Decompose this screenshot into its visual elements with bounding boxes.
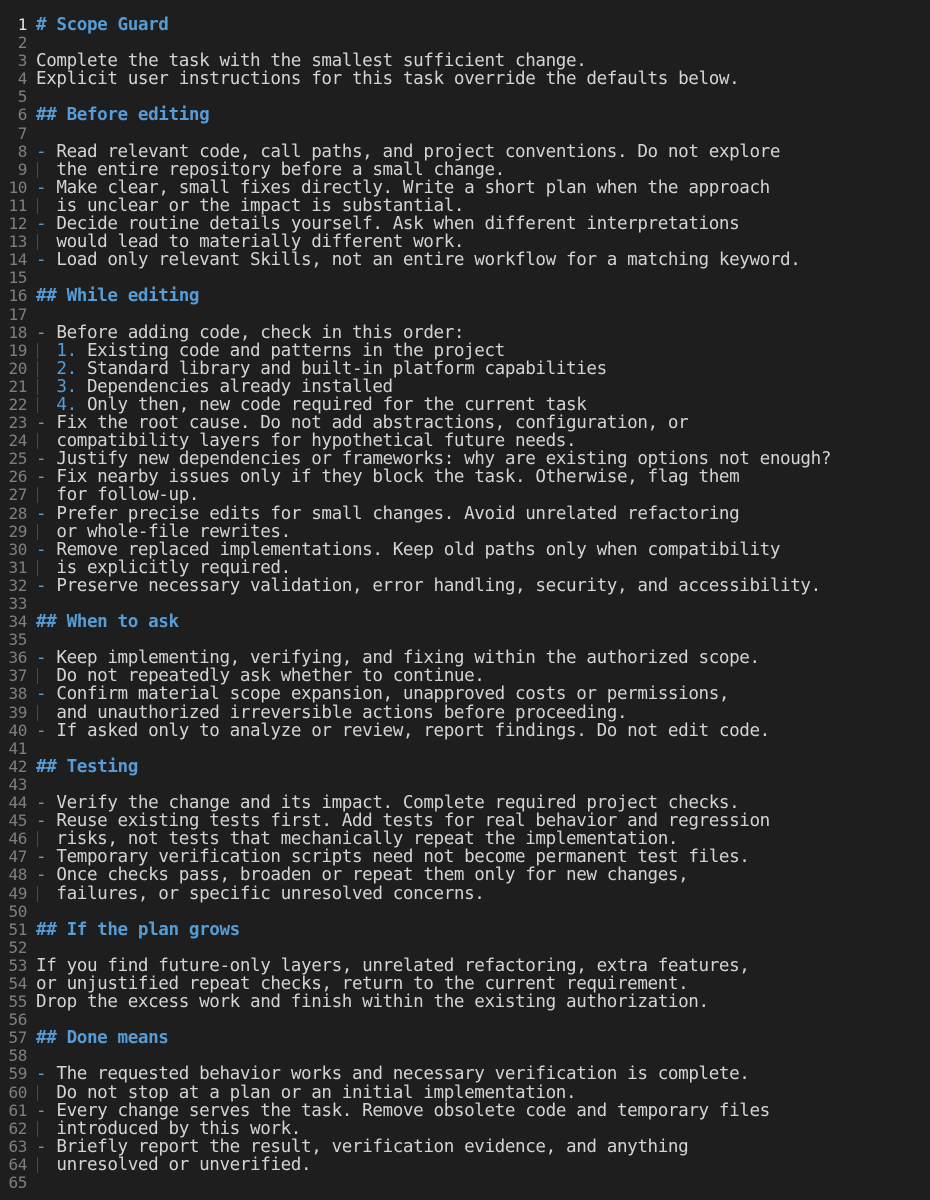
text-run: Every change serves the task. Remove obsolete code and temporary files — [56, 1100, 770, 1121]
editor-line[interactable] — [0, 233, 930, 251]
editor-line[interactable] — [0, 161, 930, 179]
text-run: Verify the change and its impact. Complete required project checks. — [56, 793, 740, 814]
editor-line[interactable] — [0, 848, 930, 866]
editor-line[interactable] — [0, 468, 930, 486]
text-run: Preserve necessary validation, error handling, security, and accessibility. — [56, 575, 821, 596]
line-number: 34 — [8, 612, 27, 632]
list-bullet: - — [36, 865, 57, 886]
line-number: 40 — [8, 720, 27, 740]
line-number: 5 — [17, 87, 27, 107]
editor-line[interactable] — [0, 595, 930, 613]
text-run: Temporary verification scripts need not become permanent test files. — [56, 847, 750, 868]
text-run: compatibility layers for hypothetical future needs. — [36, 431, 577, 452]
text-run: Keep implementing, verifying, and fixing within the authorized scope. — [56, 648, 760, 669]
text-run: The requested behavior works and necessary verification is complete. — [56, 1064, 750, 1085]
editor-line[interactable] — [0, 866, 930, 884]
editor-line[interactable] — [0, 794, 930, 812]
line-content — [36, 52, 586, 70]
text-run: Existing code and patterns in the project — [76, 340, 505, 361]
line-content — [36, 106, 209, 124]
line-content — [36, 812, 770, 830]
editor-line[interactable] — [0, 776, 930, 794]
list-bullet: - — [36, 575, 57, 596]
line-number: 51 — [8, 919, 27, 939]
text-run: Decide routine details yourself. Ask when different interpretations — [56, 214, 740, 235]
text-run — [36, 377, 56, 397]
line-number: 33 — [8, 594, 27, 613]
editor-line[interactable] — [0, 1047, 930, 1065]
editor-line[interactable] — [0, 722, 930, 740]
line-content — [36, 523, 291, 541]
editor-line[interactable] — [0, 1174, 930, 1192]
line-content — [36, 1156, 311, 1174]
editor-line[interactable] — [0, 903, 930, 921]
line-number: 31 — [8, 557, 27, 577]
text-run: Prefer precise edits for small changes. Avoid unrelated refactoring — [56, 503, 740, 524]
line-number: 10 — [8, 177, 27, 197]
text-run: Do not stop at a plan or an initial implementation. — [36, 1082, 577, 1103]
line-content — [36, 685, 729, 703]
editor-line[interactable] — [0, 1084, 930, 1102]
line-number: 3 — [17, 51, 27, 71]
line-content — [36, 957, 749, 975]
list-bullet: - — [36, 1136, 57, 1157]
list-bullet: - — [36, 539, 57, 560]
editor-line[interactable] — [0, 70, 930, 88]
line-number: 8 — [17, 141, 27, 161]
list-bullet: - — [36, 720, 57, 741]
line-number: 18 — [8, 322, 27, 342]
line-content — [36, 16, 169, 34]
line-number: 45 — [8, 811, 27, 831]
line-number: 52 — [8, 937, 27, 957]
text-run: Make clear, small fixes directly. Write a short plan when the approach — [56, 177, 770, 198]
line-number: 20 — [8, 358, 27, 378]
text-run: would lead to materially different work. — [36, 232, 465, 253]
line-number: 19 — [8, 340, 27, 360]
line-content — [36, 1065, 749, 1083]
editor-line[interactable] — [0, 685, 930, 703]
line-content — [36, 360, 607, 378]
list-number: 1. — [56, 340, 77, 361]
line-number: 44 — [8, 793, 27, 813]
editor-line[interactable] — [0, 975, 930, 993]
line-number: 28 — [8, 503, 27, 523]
text-run: Once checks pass, broaden or repeat them only for new changes, — [56, 865, 689, 886]
editor-line[interactable] — [0, 414, 930, 432]
editor-line[interactable] — [0, 125, 930, 143]
editor-line[interactable] — [0, 432, 930, 450]
line-content — [36, 1084, 576, 1102]
line-number: 49 — [8, 883, 27, 903]
list-bullet: - — [36, 811, 57, 832]
line-number: 16 — [8, 286, 27, 306]
line-number: 54 — [8, 973, 27, 993]
text-run: introduced by this work. — [36, 1118, 302, 1139]
list-number: 2. — [56, 358, 77, 379]
line-content — [36, 179, 770, 197]
text-run: failures, or specific unresolved concerns. — [36, 883, 485, 904]
editor-line[interactable] — [0, 197, 930, 215]
line-number: 38 — [8, 684, 27, 704]
text-run: or whole-file rewrites. — [36, 521, 291, 542]
text-run: for follow-up. — [36, 485, 200, 506]
list-bullet: - — [36, 250, 57, 271]
editor-line[interactable] — [0, 1120, 930, 1138]
list-bullet: - — [36, 793, 57, 814]
line-content — [36, 848, 749, 866]
line-number: 53 — [8, 955, 27, 975]
line-content — [36, 613, 179, 631]
list-bullet: - — [36, 684, 57, 705]
line-number: 63 — [8, 1136, 27, 1156]
editor-line[interactable] — [0, 830, 930, 848]
editor-line[interactable] — [0, 324, 930, 342]
editor-line[interactable] — [0, 486, 930, 504]
line-content — [36, 993, 709, 1011]
editor-line[interactable] — [0, 360, 930, 378]
line-number: 25 — [8, 449, 27, 469]
line-number: 62 — [8, 1118, 27, 1138]
line-number: 30 — [8, 539, 27, 559]
line-content — [36, 1029, 169, 1047]
line-content — [36, 143, 780, 161]
editor-line[interactable] — [0, 885, 930, 903]
text-run: Explicit user instructions for this task override the defaults below. — [36, 69, 740, 90]
text-run: Fix nearby issues only if they block the task. Otherwise, flag them — [56, 467, 740, 488]
line-content — [36, 486, 199, 504]
text-run: Confirm material scope expansion, unapproved costs or permissions, — [56, 684, 730, 705]
editor-line[interactable] — [0, 559, 930, 577]
line-number: 64 — [8, 1154, 27, 1174]
line-content — [36, 1138, 688, 1156]
editor-line[interactable] — [0, 631, 930, 649]
line-content — [36, 885, 484, 903]
text-run: If you find future-only layers, unrelated refactoring, extra features, — [36, 955, 750, 976]
line-number: 57 — [8, 1028, 27, 1048]
line-number: 65 — [8, 1173, 27, 1192]
line-number: 13 — [8, 232, 27, 252]
text-run: Before adding code, check in this order: — [56, 322, 465, 343]
line-number: 7 — [17, 123, 27, 143]
line-number: 26 — [8, 467, 27, 487]
text-run: Do not repeatedly ask whether to continue. — [36, 666, 485, 687]
line-number: 29 — [8, 521, 27, 541]
line-content — [36, 378, 393, 396]
editor-line[interactable] — [0, 34, 930, 52]
line-content — [36, 215, 739, 233]
editor-line[interactable] — [0, 1138, 930, 1156]
editor-line[interactable] — [0, 993, 930, 1011]
list-bullet: - — [36, 141, 57, 162]
editor-line[interactable] — [0, 758, 930, 776]
line-content — [36, 251, 800, 269]
line-content — [36, 233, 464, 251]
line-number: 37 — [8, 666, 27, 686]
list-bullet: - — [36, 467, 57, 488]
line-content — [36, 975, 688, 993]
text-run: risks, not tests that mechanically repeat the implementation. — [36, 829, 679, 850]
line-content — [36, 197, 464, 215]
line-number: 9 — [17, 159, 27, 179]
line-number: 27 — [8, 485, 27, 505]
line-content — [36, 866, 688, 884]
text-run: Justify new dependencies or frameworks: why are existing options not enough? — [56, 449, 832, 470]
editor-line[interactable] — [0, 613, 930, 631]
editor-line[interactable] — [0, 1065, 930, 1083]
list-bullet: - — [36, 648, 57, 669]
text-run: Remove replaced implementations. Keep old paths only when compatibility — [56, 539, 781, 560]
line-number: 58 — [8, 1046, 27, 1066]
line-content — [36, 432, 576, 450]
line-content — [36, 649, 760, 667]
list-bullet: - — [36, 1100, 57, 1121]
text-run: Briefly report the result, verification evidence, and anything — [56, 1136, 689, 1157]
editor-line[interactable] — [0, 1011, 930, 1029]
editor-line[interactable] — [0, 396, 930, 414]
editor-line[interactable] — [0, 251, 930, 269]
markdown-heading: ## When to ask — [36, 612, 179, 633]
line-number: 32 — [8, 575, 27, 595]
text-run — [36, 359, 56, 379]
list-bullet: - — [36, 322, 57, 343]
editor-line[interactable] — [0, 1102, 930, 1120]
text-run: Complete the task with the smallest sufficient change. — [36, 51, 587, 72]
line-number: 47 — [8, 847, 27, 867]
line-number: 12 — [8, 214, 27, 234]
editor-line[interactable] — [0, 143, 930, 161]
line-number: 11 — [8, 195, 27, 215]
line-number: 61 — [8, 1100, 27, 1120]
text-run: Load only relevant Skills, not an entire workflow for a matching keyword. — [56, 250, 801, 271]
line-number: 60 — [8, 1082, 27, 1102]
editor-line[interactable] — [0, 287, 930, 305]
text-run: Drop the excess work and finish within the existing authorization. — [36, 992, 709, 1013]
editor-line[interactable] — [0, 269, 930, 287]
editor-line[interactable] — [0, 1029, 930, 1047]
editor-line[interactable] — [0, 577, 930, 595]
editor-line[interactable] — [0, 812, 930, 830]
markdown-heading: ## Before editing — [36, 105, 210, 126]
list-number: 3. — [56, 376, 77, 397]
editor-line[interactable] — [0, 52, 930, 70]
editor-line[interactable] — [0, 523, 930, 541]
editor-line[interactable] — [0, 88, 930, 106]
line-content — [36, 161, 505, 179]
editor-line[interactable] — [0, 505, 930, 523]
editor-line[interactable] — [0, 939, 930, 957]
list-bullet: - — [36, 1064, 57, 1085]
markdown-heading: ## Testing — [36, 756, 138, 777]
line-content — [36, 921, 240, 939]
line-content — [36, 1120, 301, 1138]
text-run: Reuse existing tests first. Add tests for real behavior and regression — [56, 811, 770, 832]
editor-line[interactable] — [0, 306, 930, 324]
editor-line[interactable] — [0, 957, 930, 975]
text-run — [36, 395, 56, 415]
text-run: If asked only to analyze or review, report findings. Do not edit code. — [56, 720, 770, 741]
line-content — [36, 287, 199, 305]
editor-line[interactable] — [0, 649, 930, 667]
line-content — [36, 667, 484, 685]
list-number: 4. — [56, 394, 77, 415]
line-content — [36, 396, 586, 414]
line-number: 14 — [8, 250, 27, 270]
text-run: Only then, new code required for the current task — [76, 394, 587, 415]
line-number: 43 — [8, 774, 27, 794]
text-run: Read relevant code, call paths, and project conventions. Do not explore — [56, 141, 781, 162]
line-number: 6 — [17, 105, 27, 125]
editor-line[interactable] — [0, 378, 930, 396]
text-run: Standard library and built-in platform capabilities — [76, 358, 607, 379]
line-content — [36, 450, 831, 468]
line-number: 50 — [8, 901, 27, 921]
text-run: Fix the root cause. Do not add abstractions, configuration, or — [56, 413, 689, 434]
line-number: 24 — [8, 431, 27, 451]
line-content — [36, 794, 739, 812]
line-content — [36, 704, 627, 722]
line-number: 15 — [8, 268, 27, 288]
markdown-heading: ## While editing — [36, 286, 200, 307]
line-number: 48 — [8, 865, 27, 885]
line-number: 36 — [8, 648, 27, 668]
markdown-heading: ## Done means — [36, 1028, 169, 1049]
markdown-heading: # Scope Guard — [36, 15, 169, 35]
line-content — [36, 830, 678, 848]
editor-line[interactable] — [0, 450, 930, 468]
list-bullet: - — [36, 449, 57, 470]
line-number: 42 — [8, 756, 27, 776]
line-number: 17 — [8, 304, 27, 324]
line-content — [36, 541, 780, 559]
line-number: 4 — [17, 69, 27, 89]
text-run: is explicitly required. — [36, 557, 291, 578]
line-number: 41 — [8, 738, 27, 758]
text-run: and unauthorized irreversible actions before proceeding. — [36, 702, 628, 723]
line-number: 21 — [8, 376, 27, 396]
markdown-heading: ## If the plan grows — [36, 919, 240, 940]
editor-line[interactable] — [0, 215, 930, 233]
text-run: unresolved or unverified. — [36, 1154, 312, 1175]
line-content — [36, 577, 821, 595]
line-number: 23 — [8, 413, 27, 433]
line-number: 35 — [8, 630, 27, 650]
line-number: 22 — [8, 394, 27, 414]
line-content — [36, 505, 739, 523]
list-bullet: - — [36, 214, 57, 235]
text-run: Dependencies already installed — [76, 376, 393, 397]
line-number: 56 — [8, 1010, 27, 1030]
line-number: 55 — [8, 992, 27, 1012]
line-number: 1 — [17, 15, 27, 34]
list-bullet: - — [36, 177, 57, 198]
line-number: 46 — [8, 829, 27, 849]
list-bullet: - — [36, 413, 57, 434]
line-content — [36, 722, 770, 740]
text-run: the entire repository before a small change. — [36, 159, 505, 180]
line-content — [36, 342, 505, 360]
text-run — [36, 341, 56, 361]
line-number: 39 — [8, 702, 27, 722]
line-content — [36, 468, 739, 486]
editor-line[interactable] — [0, 1156, 930, 1174]
editor-line[interactable] — [0, 106, 930, 124]
line-number: 2 — [17, 33, 27, 53]
list-bullet: - — [36, 847, 57, 868]
line-number: 59 — [8, 1064, 27, 1084]
line-content — [36, 324, 464, 342]
editor-line[interactable] — [0, 541, 930, 559]
line-content — [36, 1102, 770, 1120]
editor-line[interactable] — [0, 704, 930, 722]
editor-line[interactable] — [0, 16, 930, 34]
text-run: or unjustified repeat checks, return to the current requirement. — [36, 973, 689, 994]
line-content — [36, 758, 138, 776]
text-run: is unclear or the impact is substantial. — [36, 195, 465, 216]
editor-line[interactable] — [0, 342, 930, 360]
editor-line[interactable] — [0, 179, 930, 197]
editor-line[interactable] — [0, 740, 930, 758]
line-content — [36, 70, 739, 88]
editor-line[interactable] — [0, 667, 930, 685]
line-content — [36, 559, 291, 577]
list-bullet: - — [36, 503, 57, 524]
editor-line[interactable] — [0, 921, 930, 939]
line-content — [36, 414, 688, 432]
